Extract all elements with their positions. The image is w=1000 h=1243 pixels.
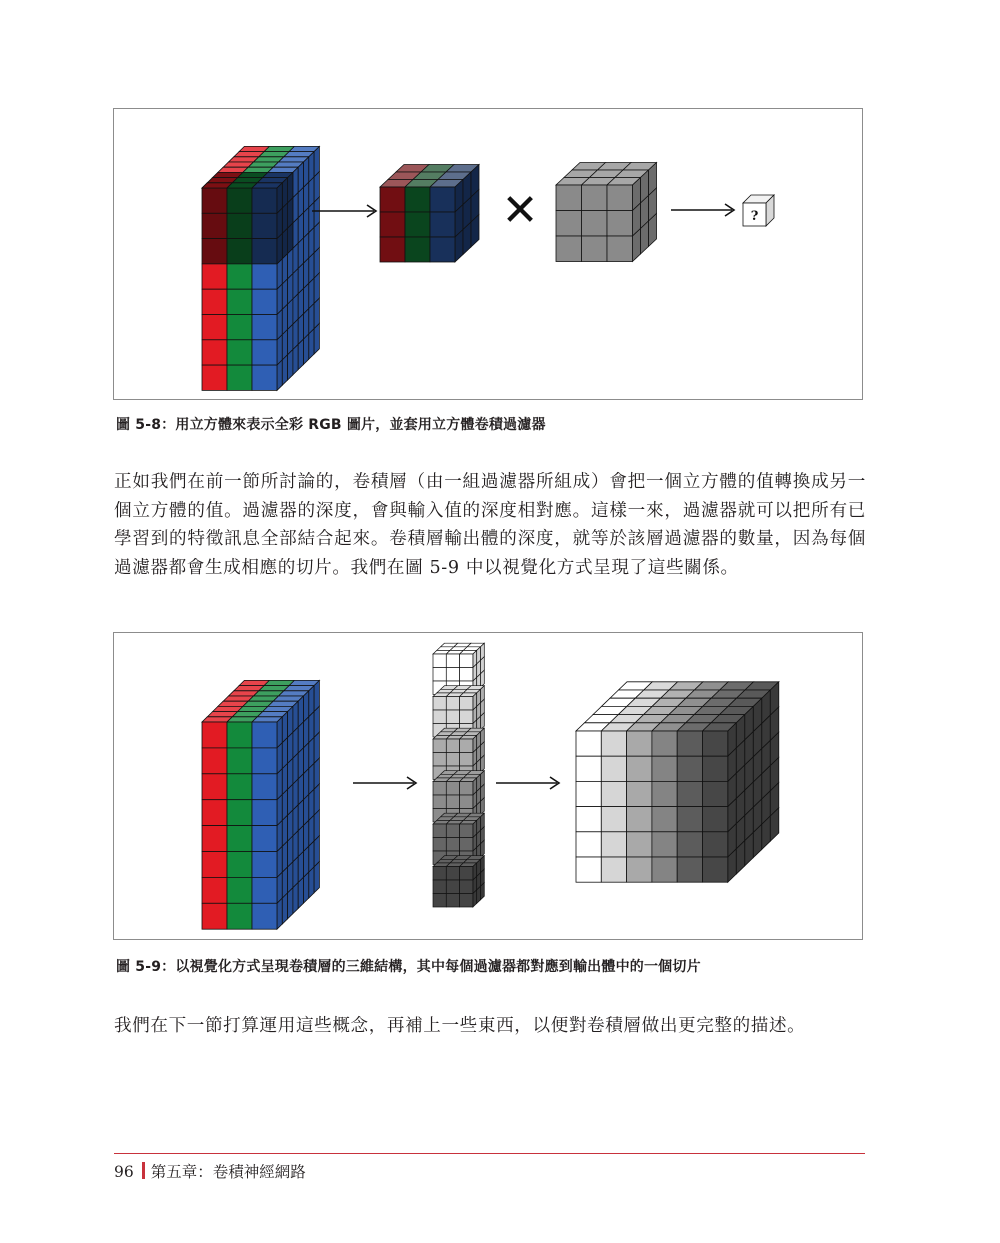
cube-front-cell xyxy=(576,731,601,756)
cube-front-cell xyxy=(433,894,446,908)
cube-front-cell xyxy=(252,340,277,365)
cube-front-cell xyxy=(703,731,728,756)
page-number: 96 xyxy=(114,1163,134,1181)
cube-front-cell xyxy=(433,880,446,894)
cube-front-cell xyxy=(202,877,227,903)
cube-front-cell xyxy=(202,239,227,264)
cube-front-cell xyxy=(227,774,252,800)
figure-5-8-diagram xyxy=(114,109,864,401)
cube-front-cell xyxy=(446,697,459,711)
cube-front-cell xyxy=(652,857,677,882)
cube-front-cell xyxy=(601,731,626,756)
cube-front-cell xyxy=(202,365,227,390)
cube-front-cell xyxy=(252,213,277,238)
cube-front-cell xyxy=(446,782,459,796)
cube-side-cell xyxy=(314,324,319,355)
cube-front-cell xyxy=(677,807,702,832)
cube-side-cell xyxy=(304,872,309,903)
cube-front-cell xyxy=(433,668,446,682)
cube-front-cell xyxy=(227,365,252,390)
cube-front-cell xyxy=(433,710,446,724)
cube-front-cell xyxy=(601,857,626,882)
cube-front-cell xyxy=(446,795,459,809)
cube-front-cell xyxy=(601,807,626,832)
cube-front-cell xyxy=(703,781,728,806)
cube-front-cell xyxy=(446,894,459,908)
cube-front-cell xyxy=(460,753,473,767)
cube-front-cell xyxy=(703,807,728,832)
cube-front-cell xyxy=(433,782,446,796)
cube-front-cell xyxy=(652,832,677,857)
cube-side-cell xyxy=(309,329,314,360)
arrow-to-output xyxy=(496,777,559,789)
cube-front-cell xyxy=(556,185,582,211)
output-volume xyxy=(576,682,779,882)
cube-front-cell xyxy=(202,213,227,238)
cube-front-cell xyxy=(430,212,455,237)
cube-front-cell xyxy=(460,867,473,881)
cube-front-cell xyxy=(252,800,277,826)
cube-front-cell xyxy=(576,756,601,781)
arrow-to-filters xyxy=(353,777,416,789)
cube-front-cell xyxy=(446,739,459,753)
cube-front-cell xyxy=(227,264,252,289)
cube-side-cell xyxy=(304,334,309,365)
cube-front-cell xyxy=(576,807,601,832)
cube-front-cell xyxy=(202,340,227,365)
cube-front-cell xyxy=(607,211,633,237)
output-cell xyxy=(743,195,774,226)
cube-front-cell xyxy=(252,852,277,878)
cube-front-cell xyxy=(252,903,277,929)
cube-front-cell xyxy=(460,880,473,894)
cube-front-cell xyxy=(576,857,601,882)
cube-front-cell xyxy=(576,781,601,806)
cube-front-cell xyxy=(446,867,459,881)
cube-front-cell xyxy=(576,832,601,857)
cube-front-cell xyxy=(460,782,473,796)
cube-front-cell xyxy=(202,800,227,826)
cube-front-cell xyxy=(252,365,277,390)
cube-front-cell xyxy=(202,748,227,774)
cube-front-cell xyxy=(582,185,608,211)
cube-side-cell xyxy=(282,355,287,386)
cube-front-cell xyxy=(652,807,677,832)
cube-front-cell xyxy=(601,781,626,806)
cube-side-cell xyxy=(282,893,287,924)
cube-front-cell xyxy=(556,211,582,237)
cube-front-cell xyxy=(433,753,446,767)
cube-front-cell xyxy=(227,188,252,213)
multiply-sign: ✕ xyxy=(501,185,539,236)
input-volume xyxy=(202,680,319,929)
cube-front-cell xyxy=(627,857,652,882)
footer-divider xyxy=(142,1162,145,1179)
figure-5-9-caption: 圖 5-9：以視覺化方式呈現卷積層的三維結構，其中每個過濾器都對應到輸出體中的一個切片 xyxy=(116,959,701,975)
cube-front-cell xyxy=(582,236,608,262)
cube-front-cell xyxy=(677,832,702,857)
cube-front-cell xyxy=(433,838,446,852)
chapter-title: 第五章：卷積神經網路 xyxy=(150,1163,306,1181)
cube-front-cell xyxy=(380,212,405,237)
cube-front-cell xyxy=(227,903,252,929)
cube-front-cell xyxy=(607,185,633,211)
cube-front-cell xyxy=(430,237,455,262)
cube-front-cell xyxy=(433,654,446,668)
cube-front-cell xyxy=(677,857,702,882)
cube-front-cell xyxy=(627,756,652,781)
cube-side-cell xyxy=(288,888,293,919)
cube-front-cell xyxy=(227,315,252,340)
cube-front-cell xyxy=(446,824,459,838)
cube-front-cell xyxy=(433,824,446,838)
cube-side-cell xyxy=(277,898,282,929)
figure-5-8 xyxy=(113,108,863,400)
cube-front-cell xyxy=(252,264,277,289)
cube-front-cell xyxy=(252,774,277,800)
receptive-side-cell xyxy=(277,233,282,264)
cube-front-cell xyxy=(460,668,473,682)
receptive-side-cell xyxy=(288,223,293,254)
cube-front-cell xyxy=(582,211,608,237)
cube-front-cell xyxy=(627,807,652,832)
cube-front-cell xyxy=(446,838,459,852)
cube-front-cell xyxy=(252,722,277,748)
cube-side-cell xyxy=(314,862,319,893)
cube-front-cell xyxy=(601,832,626,857)
cube-side-cell xyxy=(309,867,314,898)
cube-front-cell xyxy=(446,753,459,767)
cube-side-cell xyxy=(288,350,293,381)
cube-front-cell xyxy=(652,731,677,756)
cube-front-cell xyxy=(227,800,252,826)
cube-front-cell xyxy=(252,877,277,903)
cube-front-cell xyxy=(556,236,582,262)
figure-5-9 xyxy=(113,632,863,940)
cube-front-cell xyxy=(227,289,252,314)
cube-front-cell xyxy=(627,731,652,756)
cube-front-cell xyxy=(677,756,702,781)
cube-front-cell xyxy=(433,867,446,881)
cube-front-cell xyxy=(460,795,473,809)
receptive-side-cell xyxy=(282,228,287,259)
cube-front-cell xyxy=(202,289,227,314)
cube-front-cell xyxy=(652,781,677,806)
body-paragraph-2: 我們在下一節打算運用這些概念，再補上一些東西，以便對卷積層做出更完整的描述。 xyxy=(114,1016,806,1036)
filter-6 xyxy=(433,856,484,907)
cube-front-cell xyxy=(227,213,252,238)
cube-front-cell xyxy=(405,187,430,212)
cube-front-cell xyxy=(405,212,430,237)
cube-front-cell xyxy=(252,188,277,213)
cube-front-cell xyxy=(460,697,473,711)
cube-front-cell xyxy=(677,731,702,756)
cube-front-cell xyxy=(460,824,473,838)
cube-side-cell xyxy=(277,360,282,391)
body-paragraph-1: 正如我們在前一節所討論的，卷積層（由一組過濾器所組成）會把一個立方體的值轉換成另一個立方體的值。過濾器的深度，會與輸入值的深度相對應。這樣一來，過濾器就可以把所有已學習到的特徵訊息全部結合起來。卷積層輸出體的深度，就等於該層過濾器的數量，因為每個過濾器都會生成相應的切片。我們在圖 5-9 中以視覺化方式呈現了這些關係。 xyxy=(114,472,866,578)
footer-rule xyxy=(114,1153,865,1154)
cube-front-cell xyxy=(460,838,473,852)
cube-front-cell xyxy=(703,756,728,781)
filter-cube xyxy=(556,163,657,262)
cube-side-cell xyxy=(293,883,298,914)
cube-side-cell xyxy=(293,344,298,375)
cube-front-cell xyxy=(380,237,405,262)
cube-front-cell xyxy=(703,832,728,857)
cube-front-cell xyxy=(601,756,626,781)
cube-front-cell xyxy=(227,826,252,852)
cube-front-cell xyxy=(446,880,459,894)
arrow-to-output xyxy=(671,204,734,216)
cube-side-cell xyxy=(298,339,303,370)
cube-front-cell xyxy=(677,781,702,806)
page-footer xyxy=(114,1160,306,1182)
cube-front-cell xyxy=(627,781,652,806)
cube-front-cell xyxy=(446,654,459,668)
cube-front-cell xyxy=(460,894,473,908)
cube-front-cell xyxy=(202,852,227,878)
cube-front-cell xyxy=(433,795,446,809)
cube-front-cell xyxy=(227,877,252,903)
cube-front-cell xyxy=(460,710,473,724)
cube-front-cell xyxy=(202,188,227,213)
cube-front-cell xyxy=(607,236,633,262)
cube-front-cell xyxy=(202,315,227,340)
cube-front-cell xyxy=(627,832,652,857)
cube-front-cell xyxy=(227,239,252,264)
cube-front-cell xyxy=(252,289,277,314)
figure-5-9-diagram xyxy=(114,633,864,941)
cube-front-cell xyxy=(460,654,473,668)
cube-front-cell xyxy=(202,722,227,748)
cube-front-cell xyxy=(460,739,473,753)
cube-front-cell xyxy=(446,710,459,724)
unknown-value: ? xyxy=(750,209,759,224)
cube-front-cell xyxy=(202,826,227,852)
cube-front-cell xyxy=(202,264,227,289)
cube-front-cell xyxy=(252,748,277,774)
cube-front-cell xyxy=(405,237,430,262)
cube-front-cell xyxy=(433,739,446,753)
cube-front-cell xyxy=(446,668,459,682)
cube-front-cell xyxy=(227,748,252,774)
receptive-field-block xyxy=(380,165,479,263)
cube-front-cell xyxy=(202,774,227,800)
arrow-to-receptive-field xyxy=(312,205,376,217)
cube-front-cell xyxy=(227,852,252,878)
cube-side-cell xyxy=(298,877,303,908)
cube-front-cell xyxy=(380,187,405,212)
cube-front-cell xyxy=(652,756,677,781)
cube-front-cell xyxy=(252,239,277,264)
cube-front-cell xyxy=(703,857,728,882)
figure-5-8-caption: 圖 5-8：用立方體來表示全彩 RGB 圖片，並套用立方體卷積過濾器 xyxy=(116,417,546,433)
cube-front-cell xyxy=(252,315,277,340)
cube-front-cell xyxy=(433,697,446,711)
cube-front-cell xyxy=(252,826,277,852)
cube-front-cell xyxy=(227,340,252,365)
cube-front-cell xyxy=(430,187,455,212)
cube-front-cell xyxy=(202,903,227,929)
cube-front-cell xyxy=(227,722,252,748)
